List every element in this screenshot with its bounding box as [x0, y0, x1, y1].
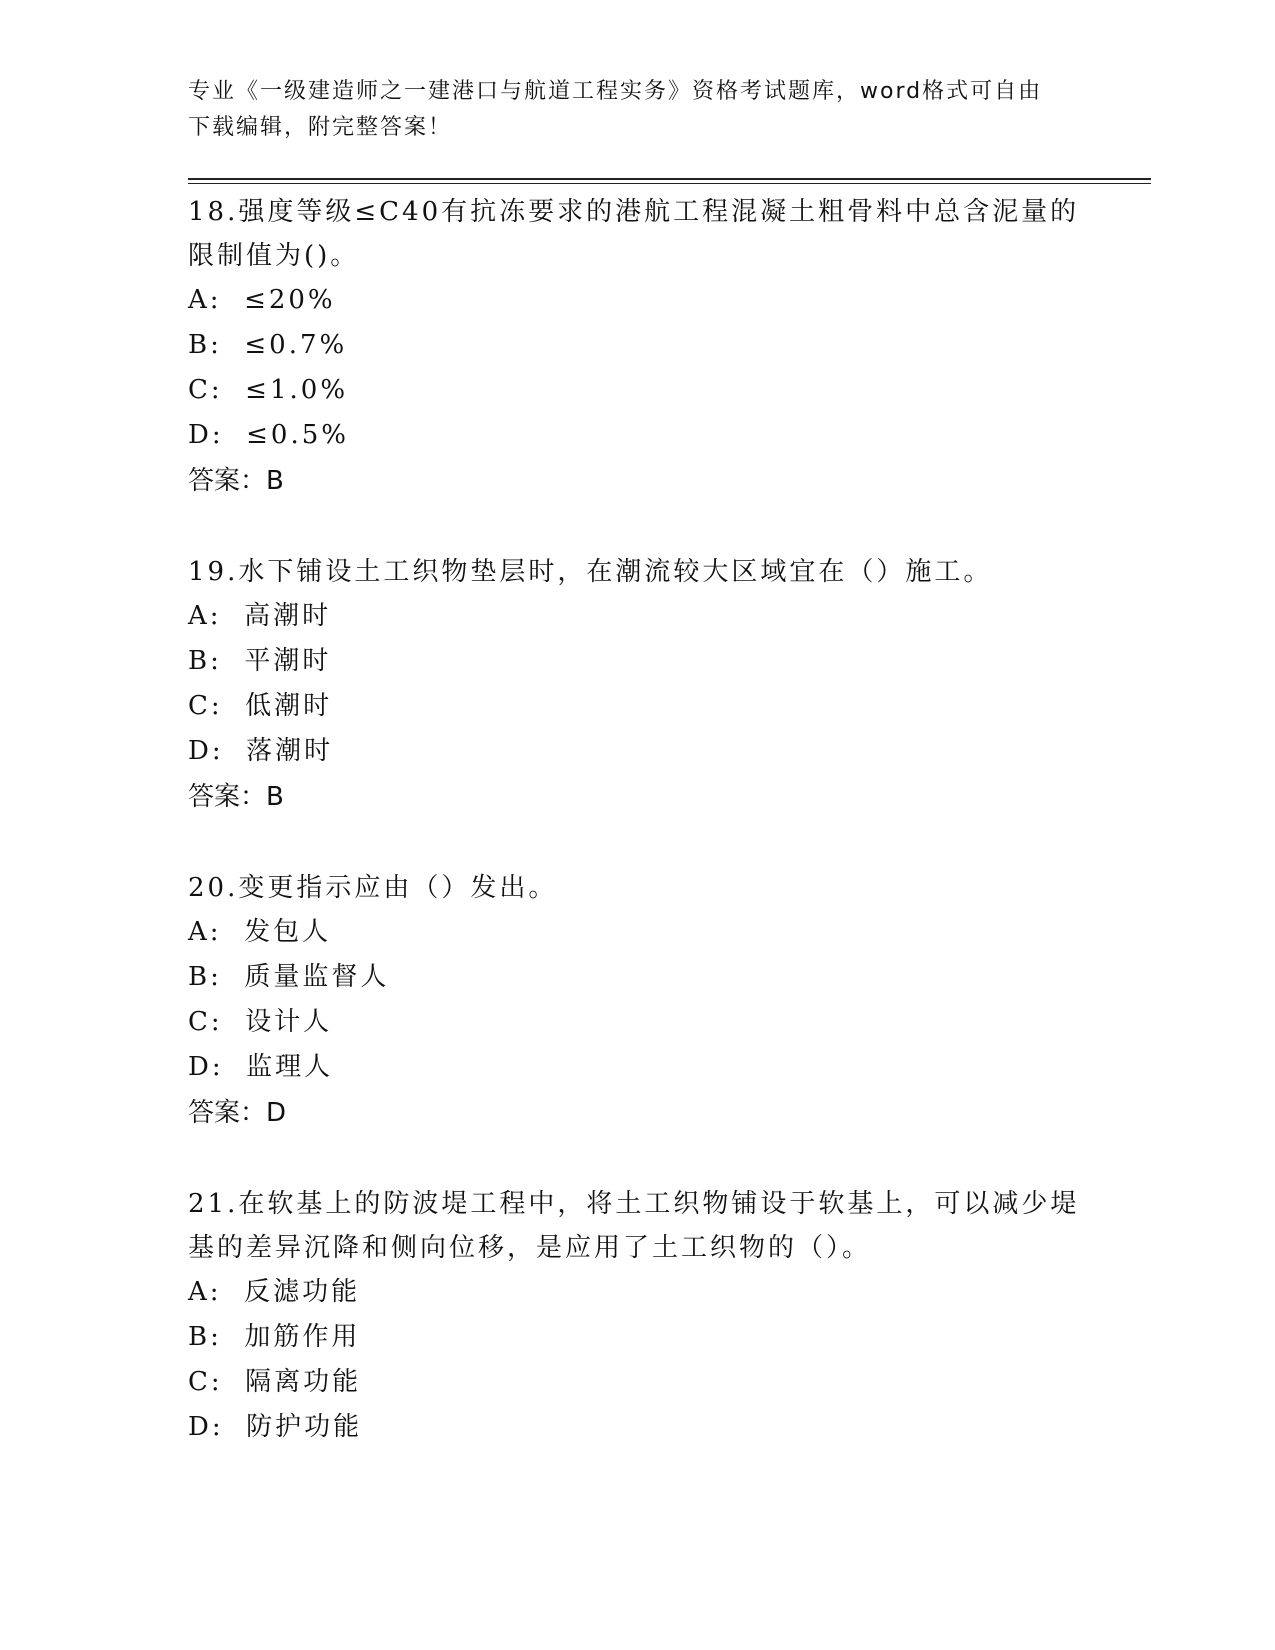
question-list [188, 190, 1088, 1496]
option-b: B: ≤0.7% [188, 330, 348, 360]
question-19 [188, 550, 1088, 820]
question-18 [188, 190, 1088, 504]
question-stem: 20.变更指示应由（）发出。 [188, 873, 558, 903]
option-b: B: 质量监督人 [188, 962, 390, 992]
header-divider-thick [188, 178, 1151, 180]
option-d: D: 防护功能 [188, 1412, 363, 1442]
option-c: C: 设计人 [188, 1007, 333, 1037]
answer-line: 答案：D [188, 1098, 287, 1128]
question-stem-continued: 基的差异沉降和侧向位移，是应用了土工织物的（）。 [188, 1233, 872, 1263]
document-header [188, 74, 1068, 146]
header-line-1: 专业《一级建造师之一建港口与航道工程实务》资格考试题库，word格式可自由 [188, 79, 1043, 104]
option-d: D: ≤0.5% [188, 420, 349, 450]
option-a: A: ≤20% [188, 285, 336, 315]
answer-line: 答案：B [188, 782, 284, 812]
option-b: B: 平潮时 [188, 646, 332, 676]
option-c: C: 隔离功能 [188, 1367, 362, 1397]
option-d: D: 落潮时 [188, 736, 334, 766]
question-21 [188, 1182, 1088, 1450]
header-divider-thin [188, 183, 1151, 184]
question-stem: 18.强度等级≤C40有抗冻要求的港航工程混凝土粗骨料中总含泥量的 [188, 197, 1080, 227]
option-c: C: 低潮时 [188, 691, 333, 721]
option-c: C: ≤1.0% [188, 375, 349, 405]
question-20 [188, 866, 1088, 1136]
option-a: A: 发包人 [188, 917, 332, 947]
question-stem: 19.水下铺设土工织物垫层时，在潮流较大区域宜在（）施工。 [188, 557, 993, 587]
header-line-2: 下载编辑，附完整答案！ [188, 115, 453, 140]
question-stem: 21.在软基上的防波堤工程中，将土工织物铺设于软基上，可以减少堤 [188, 1189, 1080, 1219]
answer-line: 答案：B [188, 466, 284, 496]
option-a: A: 反滤功能 [188, 1277, 361, 1307]
question-stem-continued: 限制值为()。 [188, 241, 360, 271]
option-d: D: 监理人 [188, 1052, 334, 1082]
option-a: A: 高潮时 [188, 601, 332, 631]
option-b: B: 加筋作用 [188, 1322, 361, 1352]
